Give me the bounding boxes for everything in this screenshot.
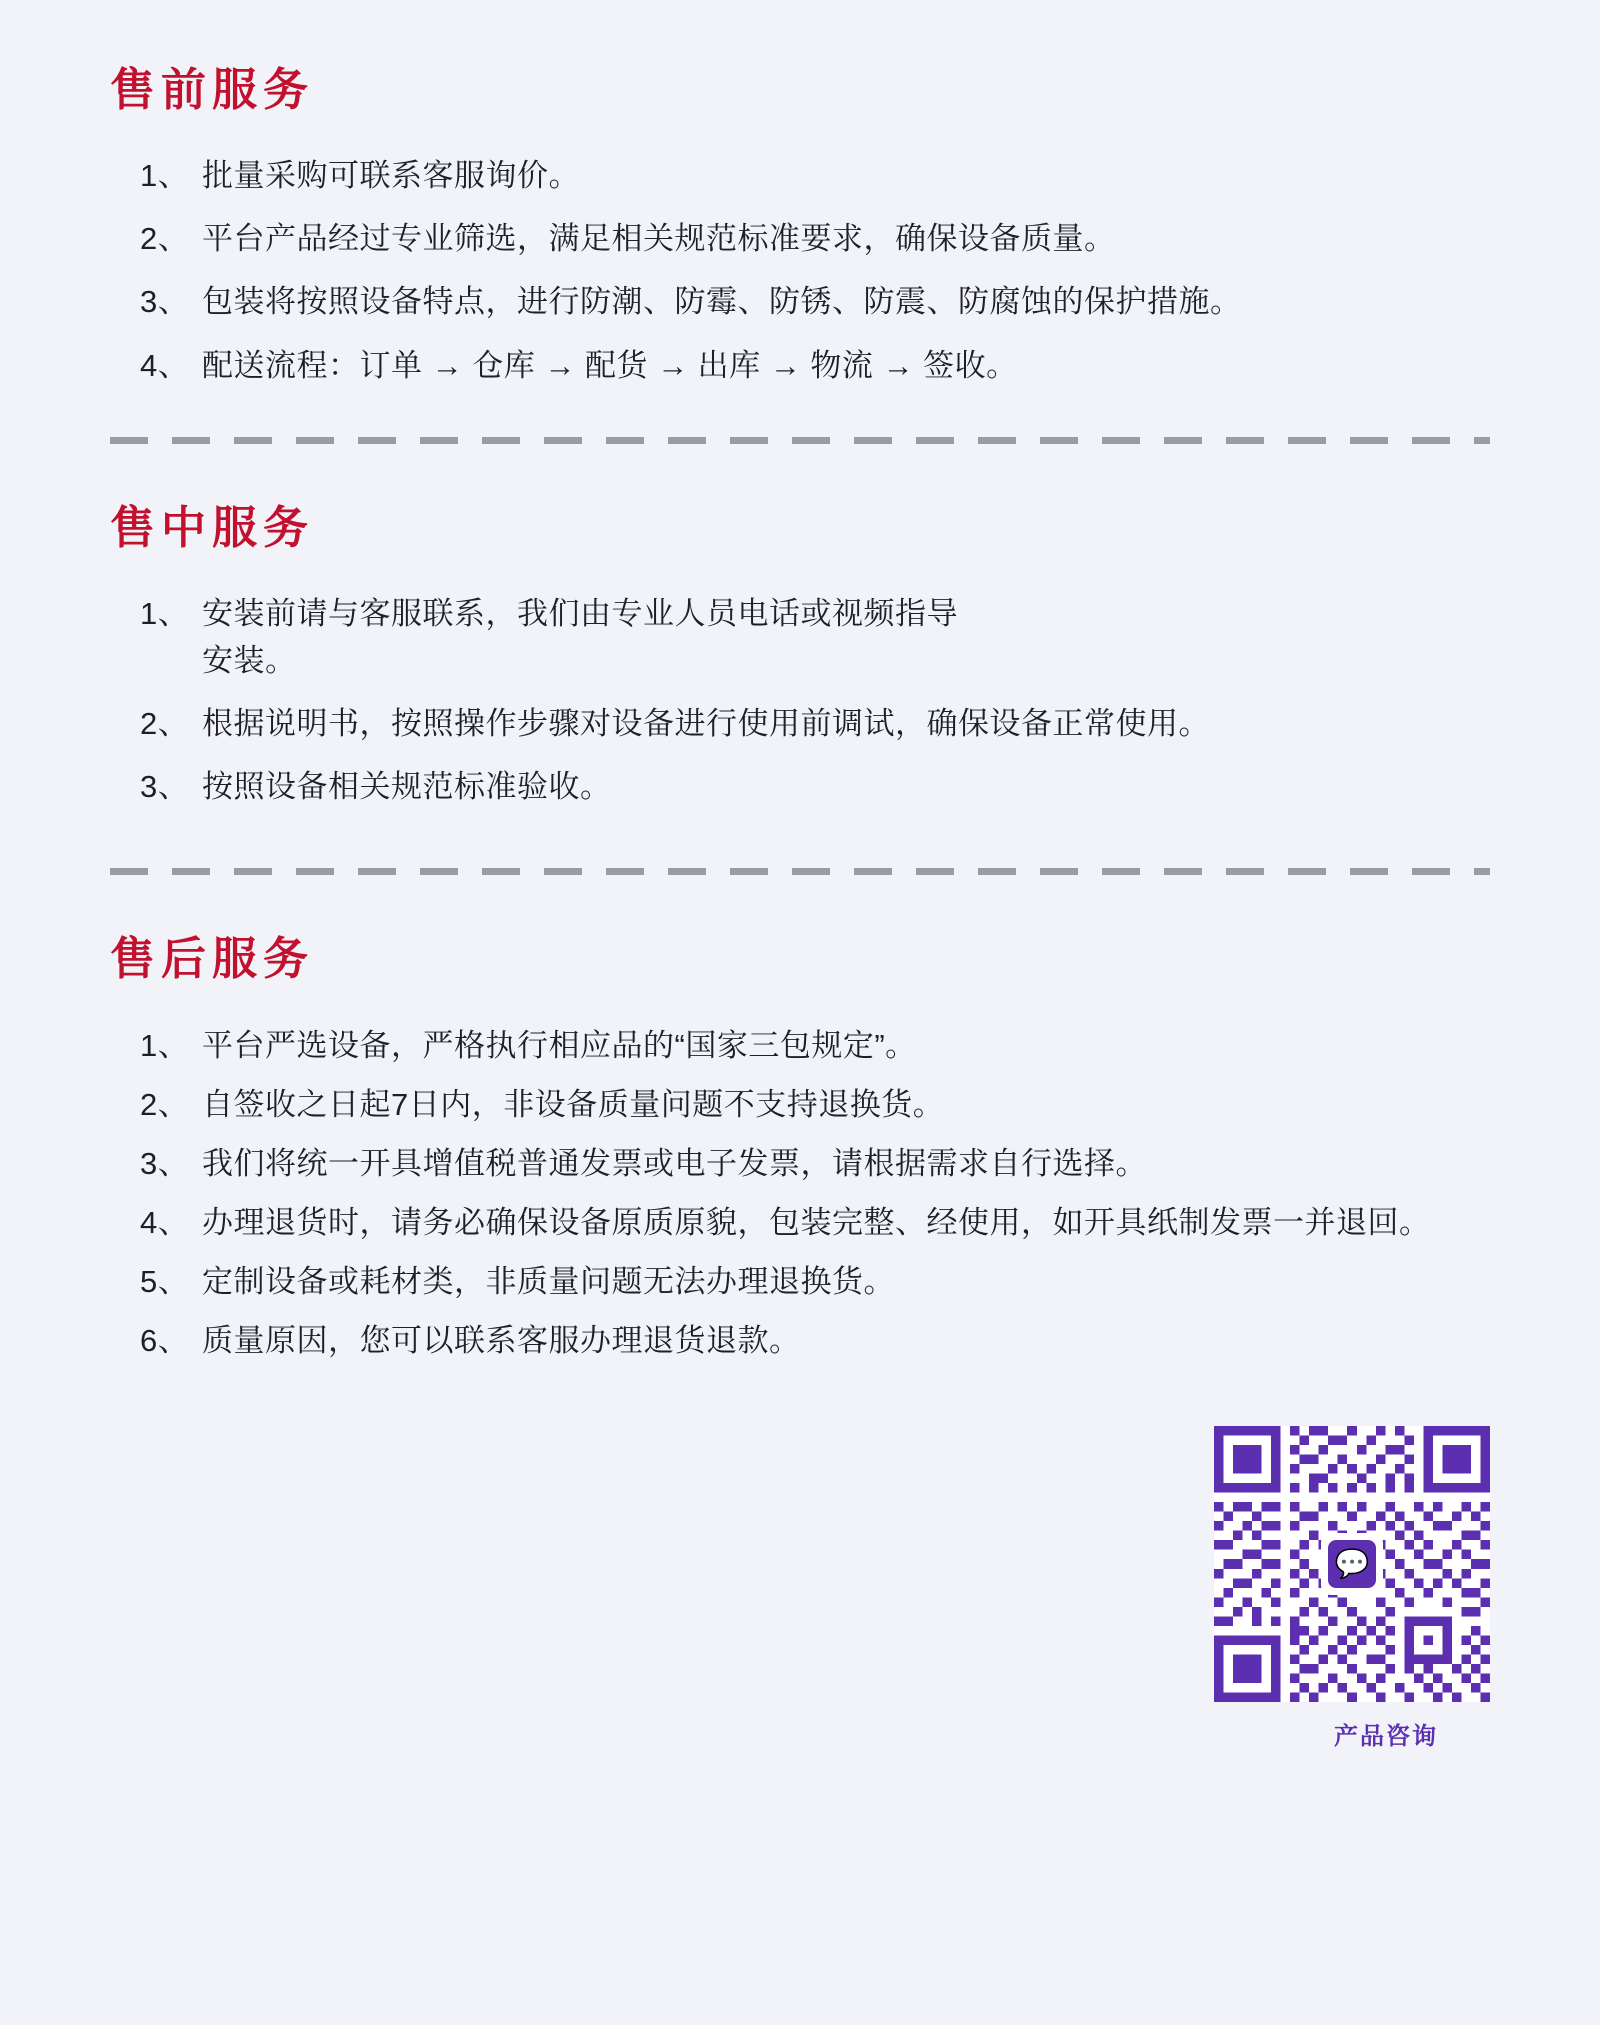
list-item-number: 1、 [140, 595, 190, 631]
list-item [140, 1140, 1490, 1187]
list-item-number: 1、 [140, 1027, 190, 1063]
list-item-text: 平台产品经过专业筛选，满足相关规范标准要求，确保设备质量。 [202, 221, 1116, 257]
list-item [140, 152, 1490, 199]
section-title-aftersale: 售后服务 [110, 933, 315, 985]
qr-section [0, 1426, 1600, 1751]
list-item-number: 3、 [140, 1145, 190, 1181]
list-item-text: 根据说明书，按照操作步骤对设备进行使用前调试，确保设备正常使用。 [202, 706, 1210, 742]
list-item-text: 批量采购可联系客服询价。 [202, 158, 580, 194]
section-divider-2 [110, 868, 1490, 875]
list-item-text: 包装将按照设备特点，进行防潮、防霉、防锈、防震、防腐蚀的保护措施。 [202, 284, 1242, 320]
list-item-text: 我们将统一开具增值税普通发票或电子发票，请根据需求自行选择。 [202, 1145, 1147, 1181]
list-item-number: 2、 [140, 221, 190, 257]
list-item [140, 590, 1490, 684]
aftersale-list [110, 1022, 1490, 1365]
list-item-number: 2、 [140, 1086, 190, 1122]
list-item [140, 1081, 1490, 1128]
list-item [140, 1022, 1490, 1069]
midsale-list [110, 590, 1490, 810]
list-item-number: 1、 [140, 158, 190, 194]
list-item-text: 平台严选设备，严格执行相应品的“国家三包规定”。 [202, 1027, 917, 1063]
section-divider-1 [110, 437, 1490, 444]
list-item-text: 质量原因，您可以联系客服办理退货退款。 [202, 1323, 801, 1359]
list-item-text: 自签收之日起7日内，非设备质量问题不支持退换货。 [202, 1086, 945, 1122]
list-item [140, 215, 1490, 262]
list-item-text: 配送流程：订单 → 仓库 → 配货 → 出库 → 物流 → 签收。 [202, 347, 1018, 383]
wechat-icon [1321, 1533, 1383, 1595]
list-item-number: 6、 [140, 1323, 190, 1359]
list-item [140, 1258, 1490, 1305]
list-item-text: 按照设备相关规范标准验收。 [202, 769, 612, 805]
list-item-text: 办理退货时，请务必确保设备原质原貌，包装完整、经使用，如开具纸制发票一并退回。 [202, 1204, 1431, 1240]
list-item-number: 3、 [140, 769, 190, 805]
section-midsale [0, 444, 1600, 811]
list-item [140, 763, 1490, 810]
list-item-number: 4、 [140, 1204, 190, 1240]
list-item [140, 278, 1490, 325]
wechat-glyph: 💬 [1328, 1540, 1376, 1588]
qr-code[interactable] [1214, 1426, 1490, 1702]
list-item [140, 1317, 1490, 1364]
list-item-text: 安装前请与客服联系，我们由专业人员电话或视频指导安装。 [202, 595, 958, 679]
section-aftersale [0, 875, 1600, 1364]
list-item-number: 4、 [140, 347, 190, 383]
section-title-presale: 售前服务 [110, 64, 315, 115]
section-title-midsale: 售中服务 [110, 501, 315, 553]
qr-caption: 产品咨询 [1334, 1723, 1438, 1751]
list-item-number: 3、 [140, 284, 190, 320]
list-item-number: 2、 [140, 706, 190, 742]
section-presale [0, 0, 1600, 389]
list-item [140, 1199, 1490, 1246]
list-item-number: 5、 [140, 1264, 190, 1300]
presale-list [110, 152, 1490, 388]
list-item-text: 定制设备或耗材类，非质量问题无法办理退换货。 [202, 1264, 895, 1300]
list-item [140, 700, 1490, 747]
list-item [140, 342, 1490, 389]
